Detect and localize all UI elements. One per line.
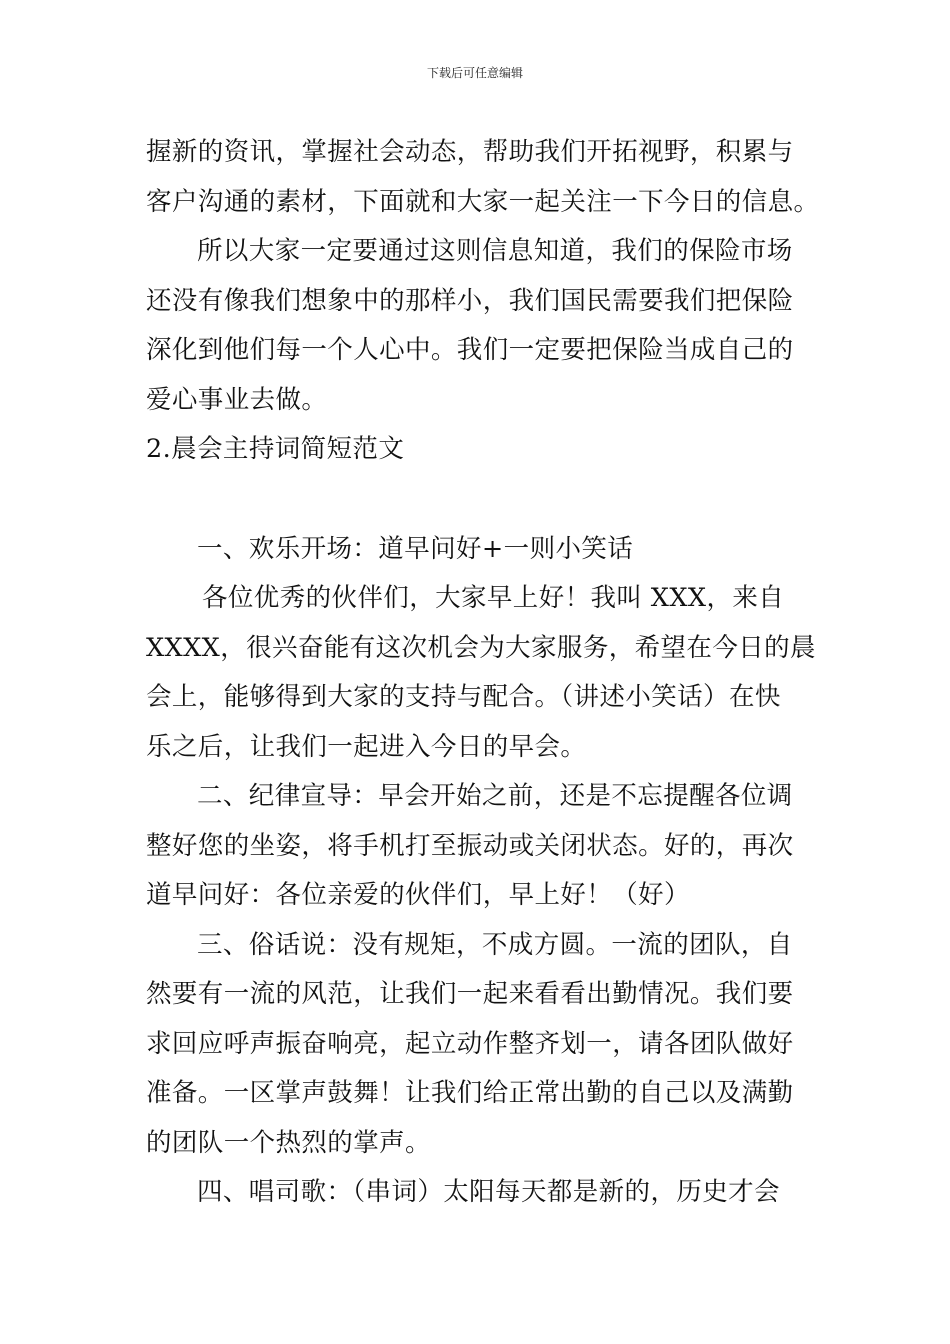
paragraph-start: 三、俗话说：没有规矩，不成方圆。一流的团队，自 (197, 929, 793, 960)
section-heading: 2.晨会主持词简短范文 (146, 434, 405, 464)
text-line: 求回应呼声振奋响亮，起立动作整齐划一，请各团队做好 (146, 1028, 794, 1059)
text-line: 的团队一个热烈的掌声。 (146, 1127, 431, 1158)
text-line: 爱心事业去做。 (146, 384, 328, 415)
text-line: 深化到他们每一个人心中。我们一定要把保险当成自己的 (146, 335, 794, 365)
text-line: 乐之后，让我们一起进入今日的早会。 (146, 731, 587, 762)
page-header-note: 下载后可任意编辑 (426, 66, 523, 80)
text-line: XXXX，很兴奋能有这次机会为大家服务，希望在今日的晨 (146, 632, 816, 663)
text-line: 整好您的坐姿，将手机打至振动或关闭状态。好的，再次 (146, 830, 794, 861)
text-line: 道早问好：各位亲爱的伙伴们，早上好！（好） (146, 880, 690, 910)
paragraph-start: 各位优秀的伙伴们，大家早上好！我叫 XXX，来自 (202, 583, 785, 613)
paragraph-start: 二、纪律宣导：早会开始之前，还是不忘提醒各位调 (197, 781, 793, 811)
text-line: 然要有一流的风范，让我们一起来看看出勤情况。我们要 (146, 979, 794, 1009)
text-line: 准备。一区掌声鼓舞！让我们给正常出勤的自己以及满勤 (146, 1078, 794, 1108)
text-line: 还没有像我们想象中的那样小，我们国民需要我们把保险 (146, 285, 794, 316)
paragraph-start: 一、欢乐开场：道早问好+一则小笑话 (197, 533, 634, 564)
text-line: 会上，能够得到大家的支持与配合。（讲述小笑话）在快 (146, 682, 781, 712)
paragraph-start: 四、唱司歌：（串词）太阳每天都是新的，历史才会 (197, 1177, 780, 1207)
text-line: 握新的资讯，掌握社会动态，帮助我们开拓视野，积累与 (146, 137, 794, 167)
paragraph-start: 所以大家一定要通过这则信息知道，我们的保险市场 (197, 236, 793, 266)
spacer (146, 475, 808, 525)
text-line: 客户沟通的素材，下面就和大家一起关注一下今日的信息。 (146, 186, 820, 217)
document-body (146, 128, 820, 1218)
